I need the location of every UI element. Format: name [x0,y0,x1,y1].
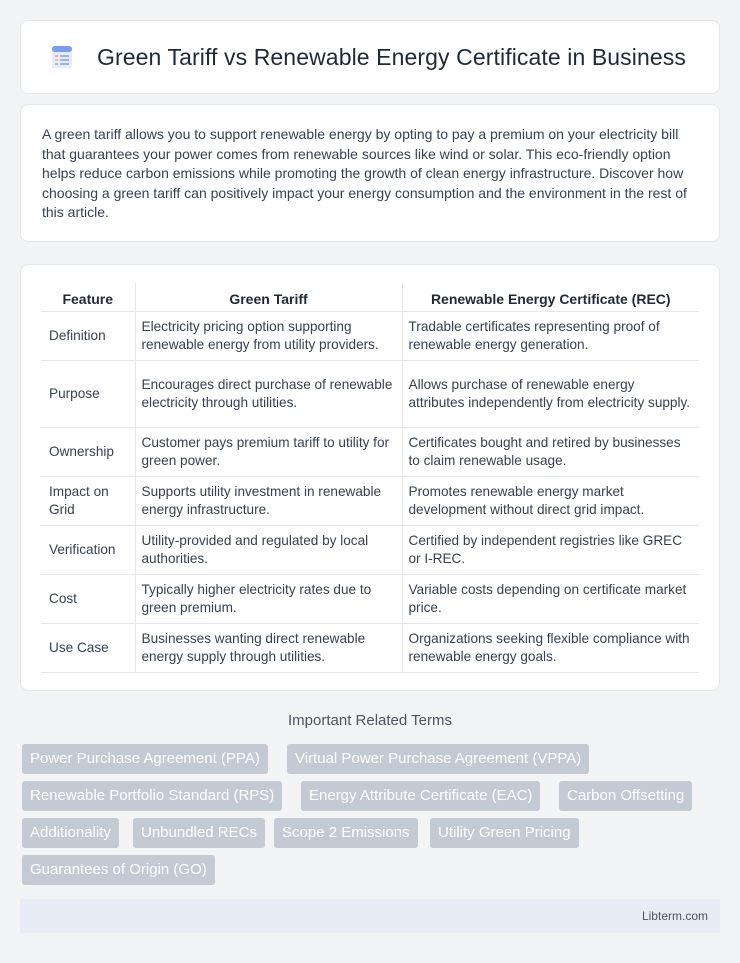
table-row [41,311,699,360]
green-tariff-cell: Businesses wanting direct renewable energy supply through utilities. [135,623,402,672]
comparison-table [41,283,699,673]
related-term-tag[interactable]: Unbundled RECs [133,818,265,848]
green-tariff-cell: Supports utility investment in renewable energy infrastructure. [135,476,402,525]
feature-cell: Ownership [41,427,135,476]
related-term-tag[interactable]: Energy Attribute Certificate (EAC) [301,781,540,811]
feature-cell: Definition [41,311,135,360]
rec-cell: Organizations seeking flexible compliance with renewable energy goals. [402,623,699,672]
header-card [20,20,720,94]
feature-cell: Cost [41,574,135,623]
table-header-row [41,283,699,311]
feature-cell: Verification [41,525,135,574]
intro-card [20,104,720,242]
rec-cell: Variable costs depending on certificate market price. [402,574,699,623]
related-term-tag[interactable]: Power Purchase Agreement (PPA) [22,744,268,774]
table-row [41,476,699,525]
table-row [41,623,699,672]
rec-cell: Tradable certificates representing proof of renewable energy generation. [402,311,699,360]
rec-cell: Certified by independent registries like GREC or I-REC. [402,525,699,574]
related-term-tag[interactable]: Guarantees of Origin (GO) [22,855,215,885]
related-term-tag[interactable]: Virtual Power Purchase Agreement (VPPA) [287,744,589,774]
column-header-rec: Renewable Energy Certificate (REC) [402,283,699,311]
footer [20,899,720,933]
table-row [41,427,699,476]
column-header-feature: Feature [41,283,135,311]
document-list-icon [47,42,77,72]
related-term-tag[interactable]: Utility Green Pricing [430,818,579,848]
table-row [41,360,699,427]
rec-cell: Promotes renewable energy market development without direct grid impact. [402,476,699,525]
green-tariff-cell: Typically higher electricity rates due to green premium. [135,574,402,623]
related-term-tag[interactable]: Carbon Offsetting [559,781,692,811]
feature-cell: Impact on Grid [41,476,135,525]
feature-cell: Purpose [41,360,135,427]
rec-cell: Allows purchase of renewable energy attributes independently from electricity supply. [402,360,699,427]
rec-cell: Certificates bought and retired by businesses to claim renewable usage. [402,427,699,476]
green-tariff-cell: Electricity pricing option supporting renewable energy from utility providers. [135,311,402,360]
column-header-green-tariff: Green Tariff [135,283,402,311]
related-term-tag[interactable]: Renewable Portfolio Standard (RPS) [22,781,282,811]
green-tariff-cell: Encourages direct purchase of renewable electricity through utilities. [135,360,402,427]
table-row [41,525,699,574]
green-tariff-cell: Utility-provided and regulated by local authorities. [135,525,402,574]
green-tariff-cell: Customer pays premium tariff to utility for green power. [135,427,402,476]
table-row [41,574,699,623]
intro-paragraph: A green tariff allows you to support renewable energy by opting to pay a premium on your electricity bill that guarantees your power comes from renewable sources like wind or solar. This eco-friendly option helps reduce carbon emissions while promoting the growth of clean energy infrastructure. Discover how choosing a green tariff can positively impact your energy consumption and the environment in the rest of this article. [42,126,687,221]
related-terms-heading: Important Related Terms [288,712,452,729]
feature-cell: Use Case [41,623,135,672]
related-term-tag[interactable]: Scope 2 Emissions [274,818,418,848]
comparison-table-card [20,264,720,691]
related-term-tag[interactable]: Additionality [22,818,119,848]
page-title: Green Tariff vs Renewable Energy Certificate in Business [97,43,686,70]
footer-site-link[interactable]: Libterm.com [641,909,708,923]
